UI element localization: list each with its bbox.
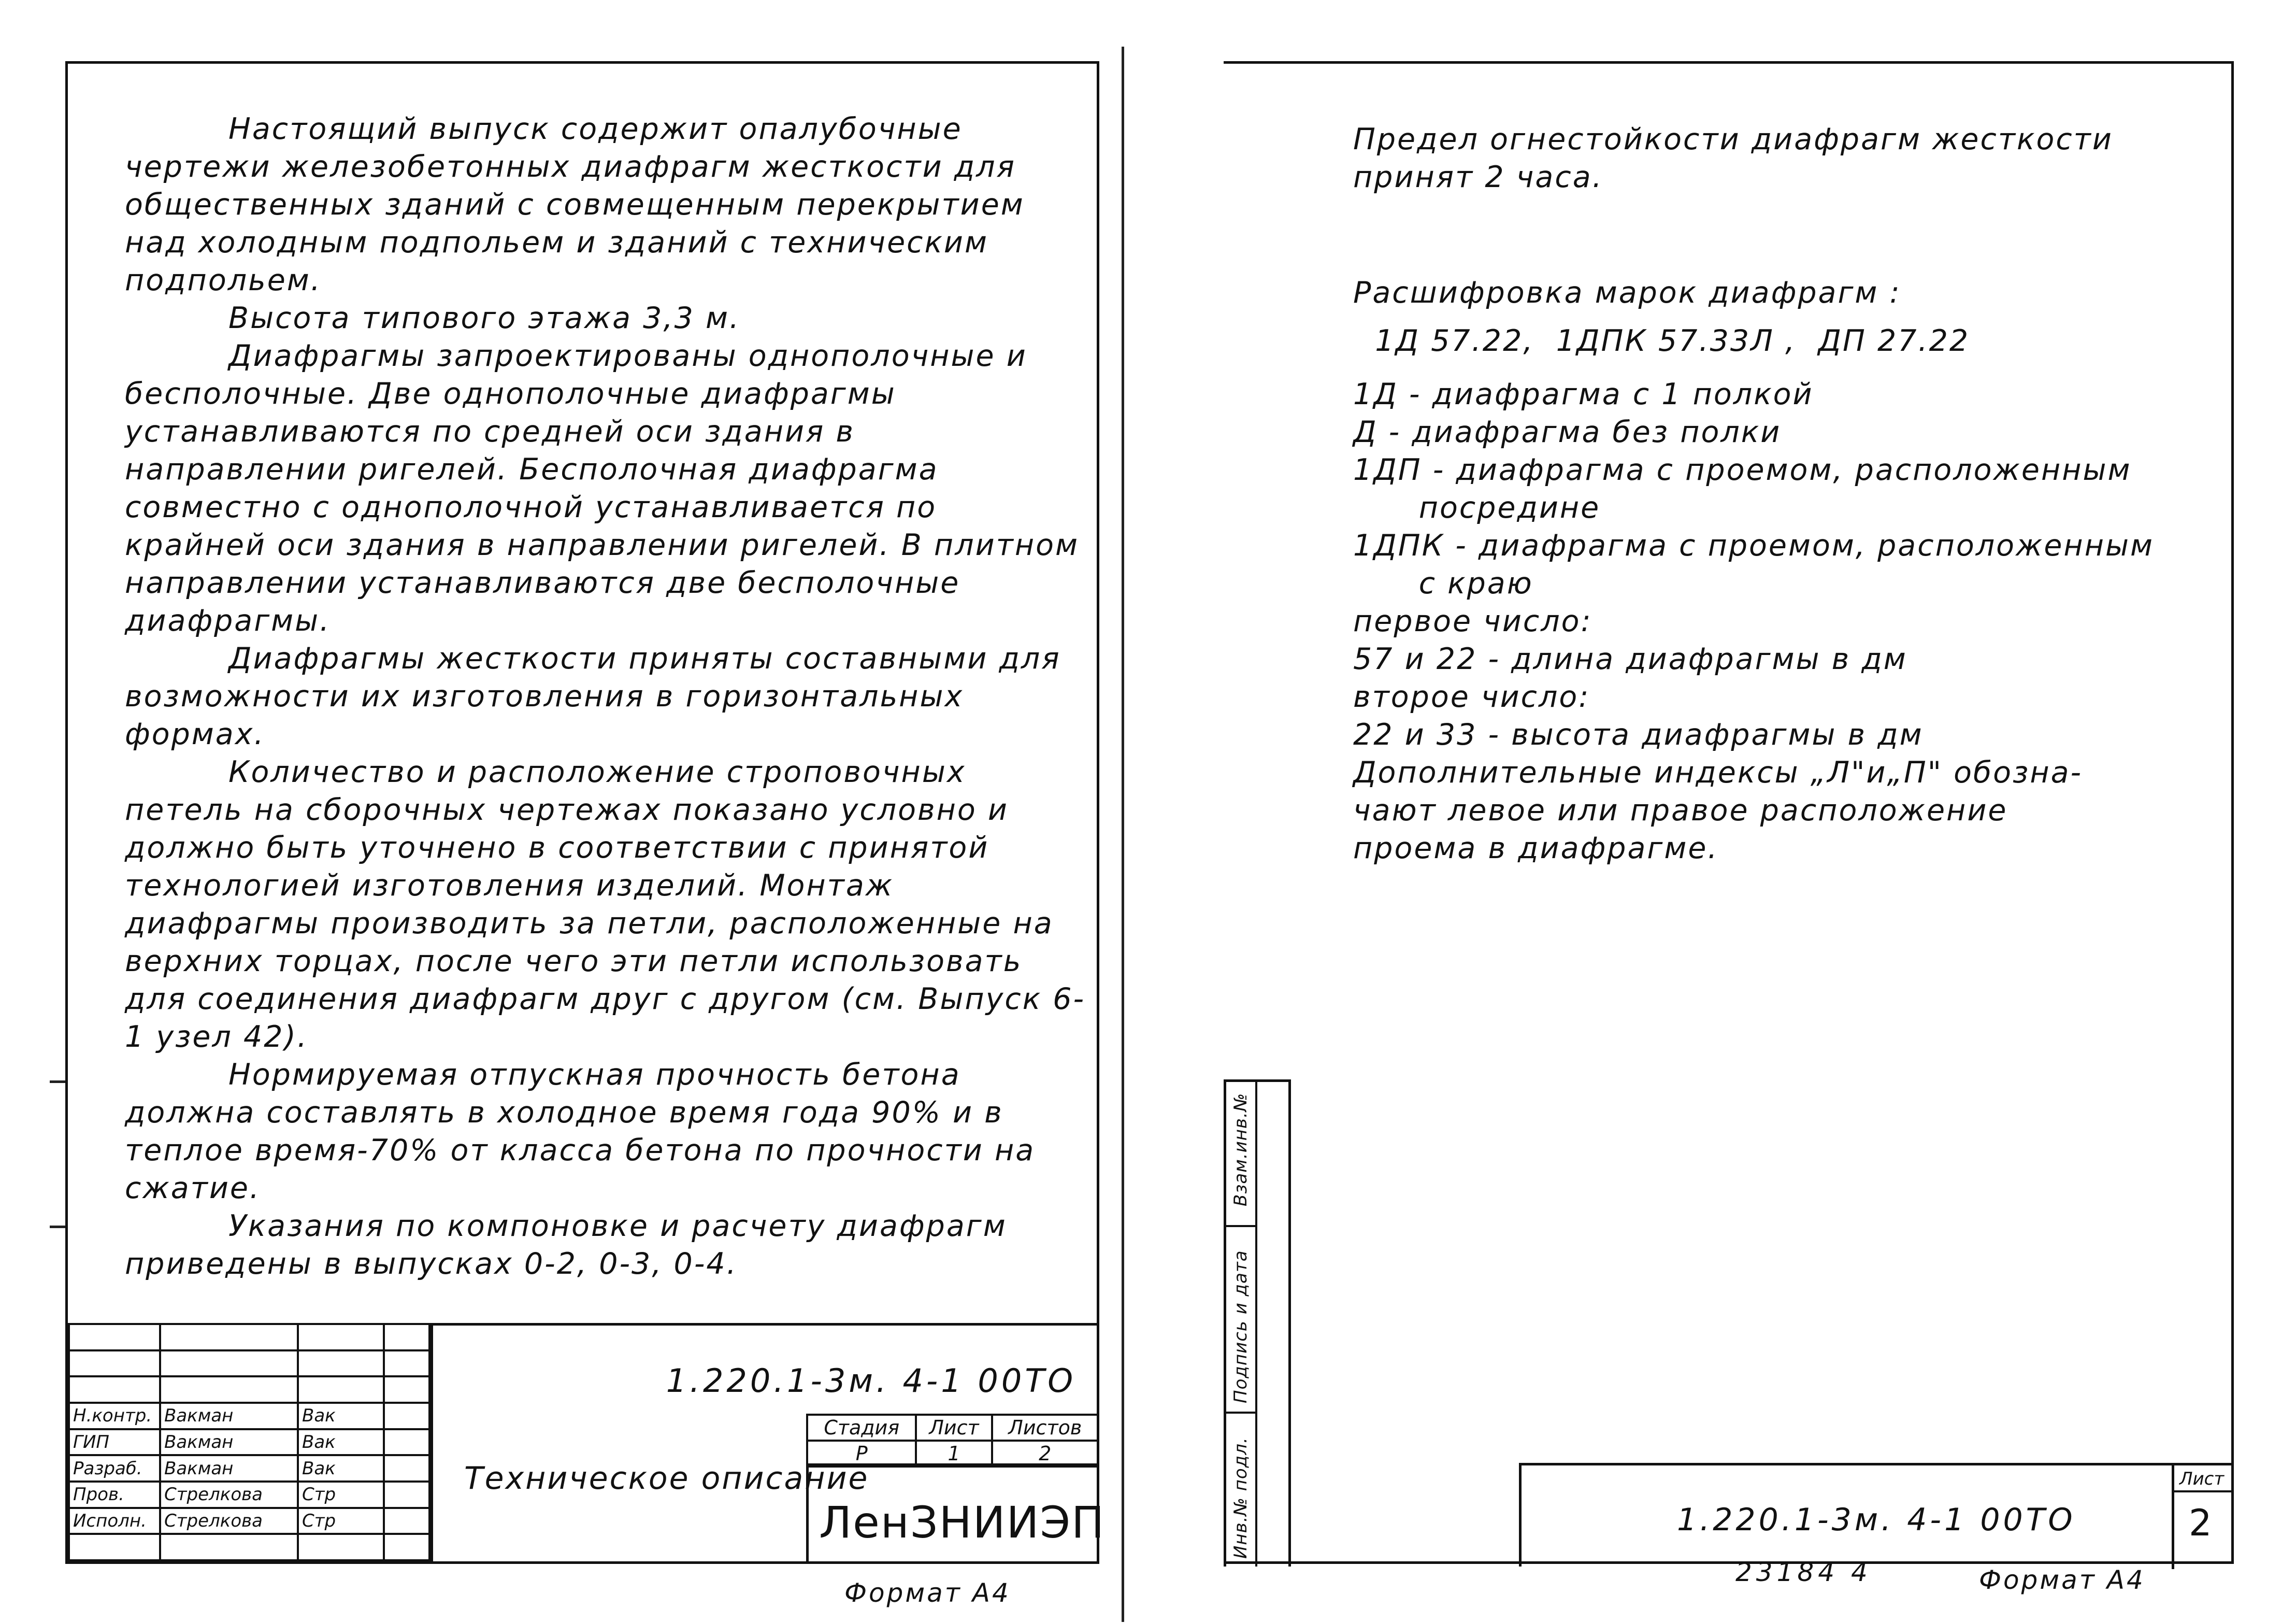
technical-description-text [125,110,1088,1283]
role-label: Н.контр. [69,1403,160,1429]
right-sheet [1224,61,2234,1564]
stage-sheet-table [806,1414,1099,1468]
paragraph-floor-height: Высота типового этажа 3,3 м. [228,301,741,335]
divider [2174,1490,2234,1492]
text-line [1353,196,2213,274]
title-block-main [431,1323,1106,1561]
side-stamp-strip [1224,1079,1291,1567]
text-line: 1ДП - диафрагма с проемом, расположенным [1353,453,2132,487]
person-name: Стрелкова [160,1482,298,1508]
person-name: Стрелкова [160,1508,298,1534]
text-line: проема в диафрагме. [1353,831,1719,865]
text-line: посредине [1353,491,1601,525]
edge-tick-mark [50,1080,67,1083]
signature: Вак [298,1429,384,1456]
signature-row [69,1403,429,1429]
role-label: Разраб. [69,1455,160,1482]
title-block [68,1323,1106,1561]
signature-row [69,1482,429,1508]
document-title: Техническое описание [464,1460,869,1497]
signature: Вак [298,1455,384,1482]
organization-name: ЛенЗНИИЭП [819,1497,1106,1548]
stage-value: Р [807,1441,916,1467]
original-inventory-label: Инв.№ подл. [1230,1437,1251,1559]
paragraph-composite: Диафрагмы жесткости приняты составными для возможности их изготовления в горизонтальных формах. [125,642,1061,751]
text-line: 57 и 22 - длина диафрагмы в дм [1353,642,1907,676]
person-name: Вакман [160,1429,298,1456]
text-line: первое число: [1353,604,1592,638]
signature-grid [68,1323,431,1561]
organization-box [806,1463,1106,1564]
edge-tick-mark [50,1226,67,1228]
text-line: с краю [1353,566,1533,601]
role-label: ГИП [69,1429,160,1456]
sheet-header: Лист [916,1415,992,1441]
sheet-value: 1 [916,1441,992,1467]
text-line: Дополнительные индексы „Л"и„П" обозна- [1353,756,2083,790]
paragraph-concrete-strength: Нормируемая отпускная прочность бетона должна составлять в холодное время года 90% и в теплое время-70% от класса бетона по прочности на сжатие. [125,1058,1036,1205]
paragraph-lifting-loops: Количество и расположение строповочных петель на сборочных чертежах показано условно и должно быть уточнено в соответствии с принятой технологией изготовления изделий. Монтаж диафрагмы производить за петли, расположенные на верхних торцах, после чего эти петли использовать для соединения диафрагм друг с другом (см. Выпуск 6-1 узел 42). [125,755,1086,1054]
text-line: Д - диафрагма без полки [1353,415,1782,449]
role-label: Исполн. [69,1508,160,1534]
role-label: Пров. [69,1482,160,1508]
replacement-inventory-label: Взам.инв.№ [1230,1092,1251,1206]
signature: Стр [298,1482,384,1508]
sheet-stamp [1519,1463,2234,1567]
sheet-label: Лист [2179,1469,2225,1489]
person-name: Вакман [160,1403,298,1429]
signature-date-label: Подпись и дата [1230,1250,1251,1403]
left-sheet [65,61,1106,1564]
text-line: 1ДПК - диафрагма с проемом, расположенным [1353,529,2154,563]
sheet-number: 2 [2189,1502,2212,1544]
paragraph-references: Указания по компоновке и расчету диафрагм приведены в выпусках 0-2, 0-3, 0-4. [125,1209,1007,1281]
text-line: 1Д 57.22, 1ДПК 57.33Л , ДП 27.22 [1353,324,1970,358]
document-code: 1.220.1-3м. 4-1 00ТО [1677,1502,2076,1538]
person-name: Вакман [160,1455,298,1482]
sheet-number-box [2172,1465,2234,1569]
sheets-value: 2 [992,1441,1098,1467]
text-line: Расшифровка марок диафрагм : [1353,276,1901,310]
text-line: чают левое или правое расположение [1353,793,2008,828]
sheets-header: Листов [992,1415,1098,1441]
text-line: второе число: [1353,680,1590,714]
format-label: Формат А4 [844,1578,1011,1608]
signature: Вак [298,1403,384,1429]
paragraph-intro: Настоящий выпуск содержит опалубочные чертежи железобетонных диафрагм жесткости для общественных зданий с совмещенным перекрытием над холодным подпольем и зданий с техническим подпольем. [125,112,1025,297]
paragraph-diaphragm-types: Диафрагмы запроектированы однополочные и бесполочные. Две однополочные диафрагмы устанавливаются по средней оси здания в направлении ригелей. Бесполочная диафрагма совместно с однополочной устанавливается по крайней оси здания в направлении ригелей. В плитном направлении устанавливаются две бесполочные диафрагмы. [125,339,1080,638]
signature-row [69,1429,429,1456]
text-line: 1Д - диафрагма с 1 полкой [1353,377,1814,411]
text-line: Предел огнестойкости диафрагм жесткости [1353,122,2113,156]
stage-header: Стадия [807,1415,916,1441]
signature-row [69,1508,429,1534]
signature: Стр [298,1508,384,1534]
document-code: 1.220.1-3м. 4-1 00ТО [666,1362,1076,1400]
signature-row [69,1455,429,1482]
marking-legend-text [1353,121,2213,867]
text-line: 22 и 33 - высота диафрагмы в дм [1353,718,1924,752]
format-label: Формат А4 [1979,1565,2145,1595]
sheet-fold-line [1122,47,1124,1622]
archive-number: 23184 4 [1735,1557,1872,1587]
text-line: принят 2 часа. [1353,160,1603,194]
